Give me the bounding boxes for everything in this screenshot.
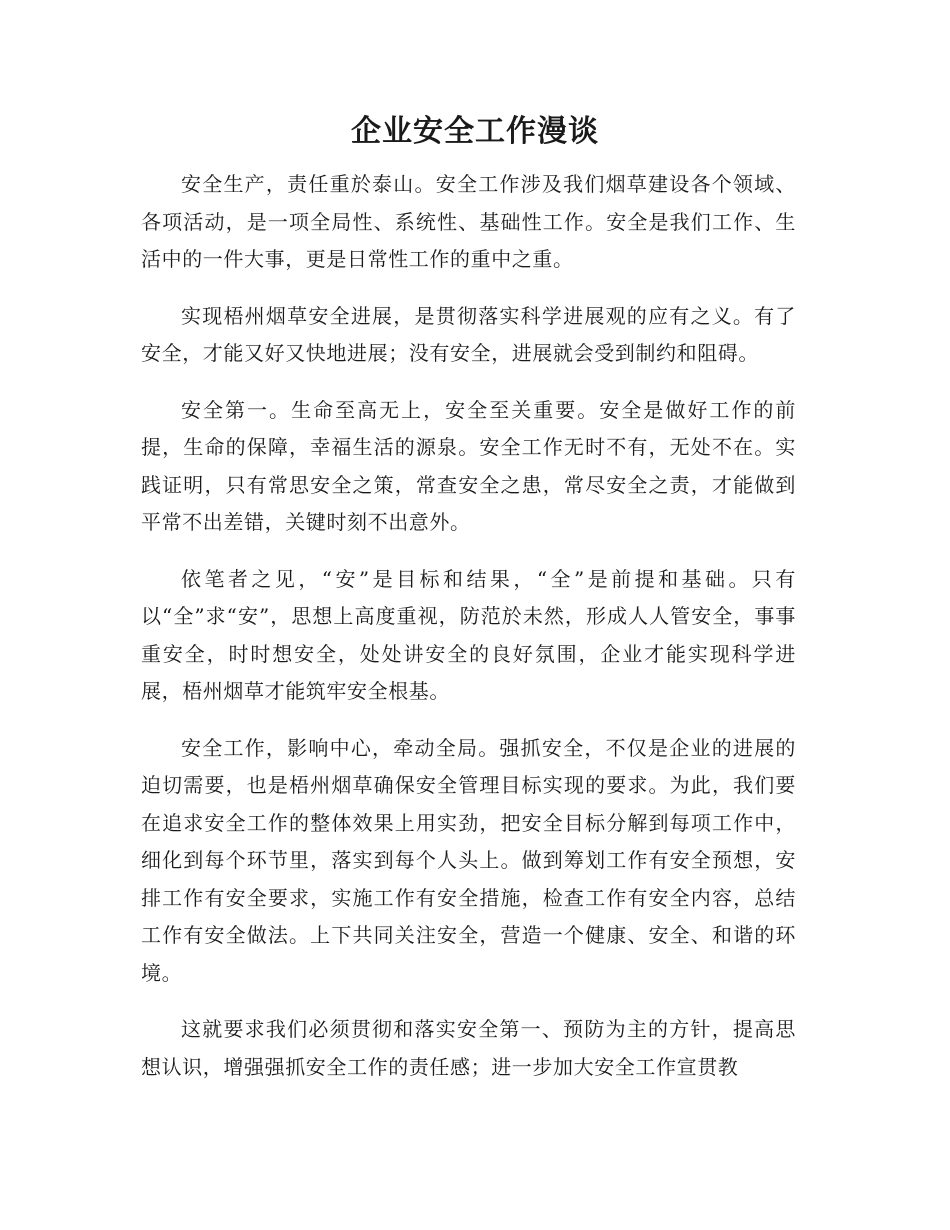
document-title: 企业安全工作漫谈	[351, 114, 599, 149]
paragraph: 安全工作，影响中心，牵动全局。强抓安全，不仅是企业的进展的迫切需要，也是梧州烟草确保安全管理目标实现的要求。为此，我们要在追求安全工作的整体效果上用实劲，把安全目标分解到每项工作中，细化到每个环节里，落实到每个人头上。做到筹划工作有安全预想，安排工作有安全要求，实施工作有安全措施，检查工作有安全内容，总结工作有安全做法。上下共同关注安全，营造一个健康、安全、和谐的环境。	[141, 735, 796, 985]
paragraph: 这就要求我们必须贯彻和落实安全第一、预防为主的方针，提高思想认识，增强强抓安全工作的责任感；进一步加大安全工作宣贯教	[141, 1017, 796, 1079]
paragraph: 依笔者之见，“安”是目标和结果，“全”是前提和基础。只有以“全”求“安”，思想上高度重视，防范於未然，形成人人管安全，事事重安全，时时想安全，处处讲安全的良好氛围，企业才能实现科学进展，梧州烟草才能筑牢安全根基。	[141, 566, 796, 703]
paragraph: 安全第一。生命至高无上，安全至关重要。安全是做好工作的前提，生命的保障，幸福生活的源泉。安全工作无时不有，无处不在。实践证明，只有常思安全之策，常查安全之患，常尽安全之责，才能做到平常不出差错，关键时刻不出意外。	[141, 397, 796, 534]
document-body	[141, 166, 796, 1105]
paragraph: 安全生产，责任重於泰山。安全工作涉及我们烟草建设各个领域、各项活动，是一项全局性、系统性、基础性工作。安全是我们工作、生活中的一件大事，更是日常性工作的重中之重。	[141, 172, 796, 271]
paragraph: 实现梧州烟草安全进展，是贯彻落实科学进展观的应有之义。有了安全，才能又好又快地进展；没有安全，进展就会受到制约和阻碍。	[141, 303, 796, 365]
